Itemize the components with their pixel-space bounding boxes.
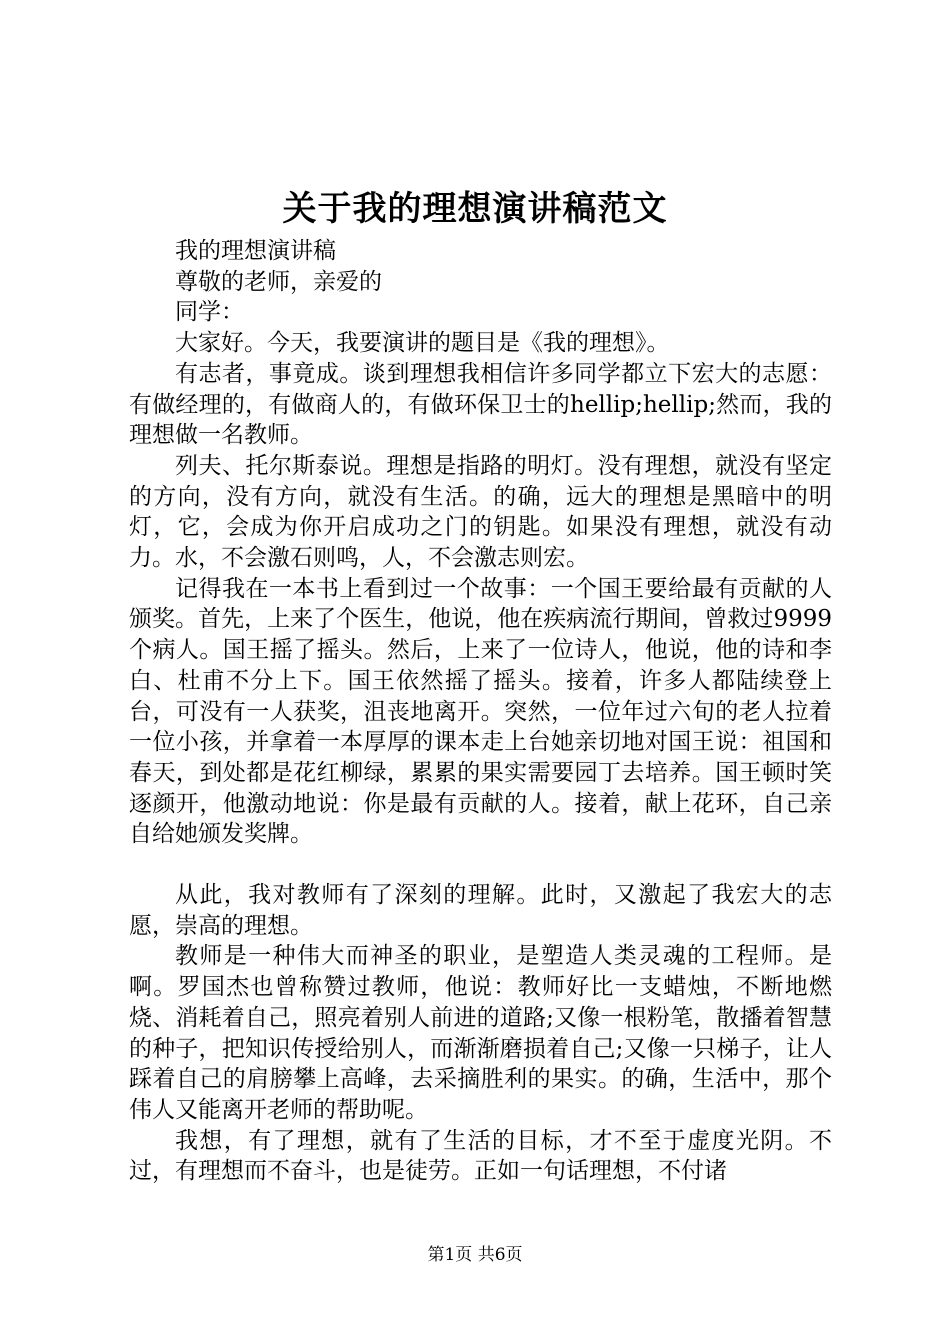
paragraph: 记得我在一本书上看到过一个故事：一个国王要给最有贡献的人颁奖。首先，上来了个医生，他说，他在疾病流行期间，曾救过9999个病人。国王摇了摇头。然后，上来了一位诗人，他说，他的诗和李白、杜甫不分上下。国王依然摇了摇头。接着，许多人都陆续登上台，可没有一人获奖，沮丧地离开。突然，一位年过六旬的老人拉着一位小孩，并拿着一本厚厚的课本走上台她亲切地对国王说：祖国和春天，到处都是花红柳绿，累累的果实需要园丁去培养。国王顿时笑逐颜开，他激动地说：你是最有贡献的人。接着，献上花环，自己亲自给她颁发奖牌。 [129, 575, 832, 848]
paragraph: 我的理想演讲稿 [175, 238, 336, 264]
paragraph: 同学： [175, 299, 244, 326]
paragraph: 大家好。今天，我要演讲的题目是《我的理想》。 [175, 330, 670, 357]
paragraph: 有志者，事竟成。谈到理想我相信许多同学都立下宏大的志愿：有做经理的，有做商人的，有做环保卫士的hellip;hellip;然而，我的理想做一名教师。 [129, 360, 832, 449]
paragraph: 教师是一种伟大而神圣的职业，是塑造人类灵魂的工程师。是啊。罗国杰也曾称赞过教师，他说：教师好比一支蜡烛，不断地燃烧、消耗着自己，照亮着别人前进的道路;又像一根粉笔，散播着智慧的种子，把知识传授给别人，而渐渐磨损着自己;又像一只梯子，让人踩着自己的肩膀攀上高峰，去采摘胜利的果实。的确，生活中，那个伟人又能离开老师的帮助呢。 [129, 943, 832, 1123]
document-title: 关于我的理想演讲稿范文 [282, 189, 668, 229]
paragraph: 尊敬的老师，亲爱的 [175, 268, 382, 295]
paragraph: 列夫、托尔斯泰说。理想是指路的明灯。没有理想，就没有坚定的方向，没有方向，就没有生活。的确，远大的理想是黑暗中的明灯，它，会成为你开启成功之门的钥匙。如果没有理想，就没有动力。水，不会激石则鸣，人，不会激志则宏。 [129, 452, 832, 572]
page-number-footer: 第1页 共6页 [427, 1245, 523, 1265]
document-body [129, 236, 832, 1187]
paragraph: 我想，有了理想，就有了生活的目标，才不至于虚度光阴。不过，有理想而不奋斗，也是徒劳。正如一句话理想，不付诸 [129, 1127, 832, 1185]
paragraph: 从此，我对教师有了深刻的理解。此时，又激起了我宏大的志愿，崇高的理想。 [129, 882, 832, 939]
